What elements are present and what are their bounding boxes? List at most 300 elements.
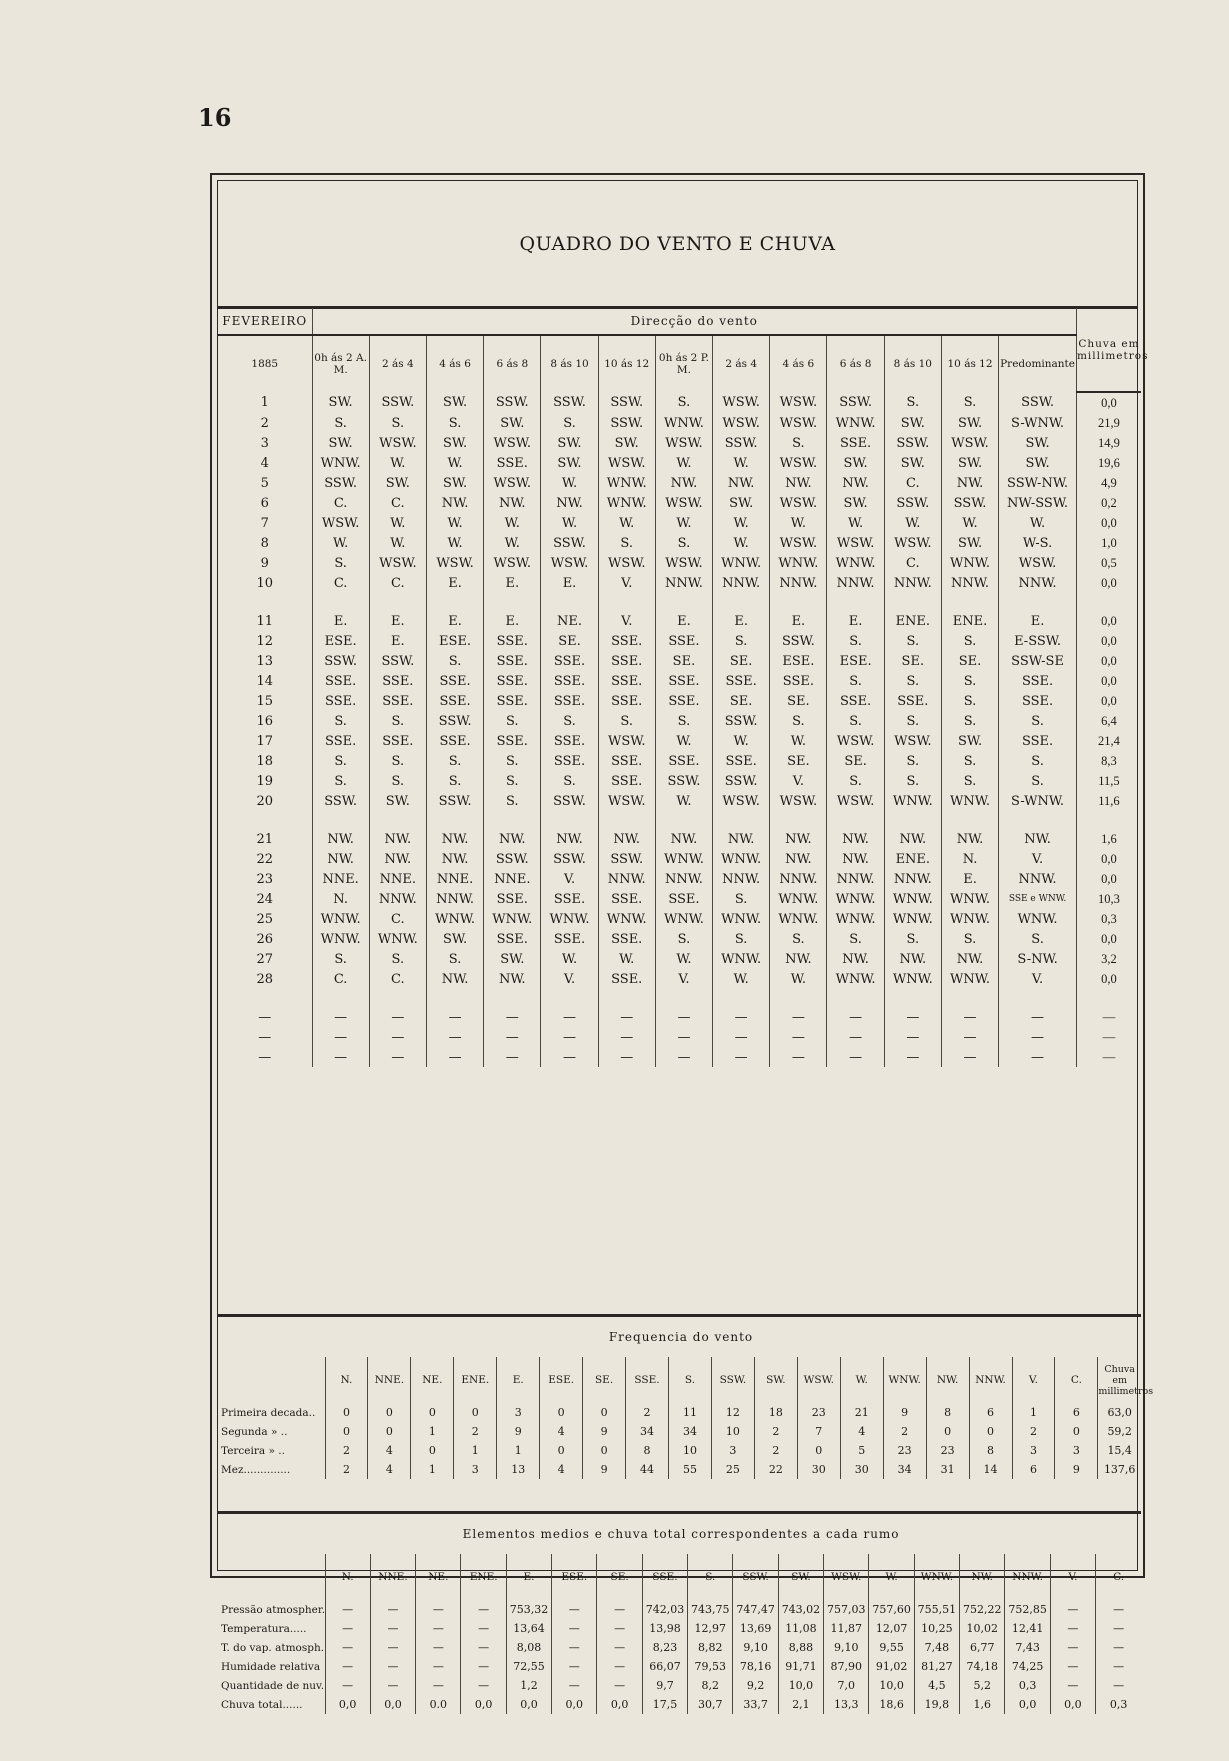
- direction-cell: WSW.: [770, 392, 827, 413]
- direction-cell: WSW.: [598, 453, 655, 473]
- frequency-rain-header: Chuva em millimetros: [1098, 1357, 1141, 1403]
- elements-value-cell: —: [416, 1619, 461, 1638]
- predominant-cell: —: [999, 1047, 1077, 1067]
- direction-cell: SSW.: [770, 631, 827, 651]
- frequency-col-header: SE.: [583, 1357, 626, 1403]
- direction-cell: —: [770, 1047, 827, 1067]
- direction-cell: W.: [655, 949, 712, 969]
- direction-cell: NNW.: [713, 573, 770, 593]
- direction-cell: WSW.: [598, 791, 655, 811]
- frequency-value-cell: 23: [926, 1441, 969, 1460]
- rain-cell: 0,0: [1076, 869, 1141, 889]
- elements-value-cell: 8,82: [688, 1638, 733, 1657]
- elements-value-cell: —: [552, 1638, 597, 1657]
- rain-cell: 0,3: [1076, 909, 1141, 929]
- direction-cell: WSW.: [598, 553, 655, 573]
- direction-cell: E.: [312, 611, 369, 631]
- direction-cell: WNW.: [941, 969, 998, 989]
- direction-cell: WNW.: [941, 909, 998, 929]
- direction-cell: S.: [770, 433, 827, 453]
- frequency-value-cell: 0: [969, 1422, 1012, 1441]
- direction-cell: —: [484, 1027, 541, 1047]
- gap-cell: [884, 811, 941, 829]
- direction-cell: WNW.: [713, 553, 770, 573]
- direction-cell: V.: [598, 573, 655, 593]
- frequency-col-header: NNW.: [969, 1357, 1012, 1403]
- table-row: [218, 849, 1141, 869]
- direction-cell: —: [312, 1047, 369, 1067]
- frequency-value-cell: 0: [797, 1441, 840, 1460]
- elements-table: [218, 1511, 1141, 1714]
- elements-value-cell: —: [1050, 1619, 1095, 1638]
- rain-cell: 4,9: [1076, 473, 1141, 493]
- direction-cell: S.: [541, 413, 598, 433]
- direction-cell: WNW.: [827, 909, 884, 929]
- direction-cell: SSE.: [369, 691, 426, 711]
- elements-value-cell: 11,87: [824, 1619, 869, 1638]
- elements-value-cell: 8,2: [688, 1676, 733, 1695]
- direction-cell: WNW.: [941, 553, 998, 573]
- direction-cell: NNE.: [426, 869, 483, 889]
- direction-cell: SSE.: [369, 731, 426, 751]
- direction-cell: S.: [312, 711, 369, 731]
- direction-cell: NW.: [312, 849, 369, 869]
- predominant-cell: —: [999, 1007, 1077, 1027]
- direction-cell: SSW.: [426, 791, 483, 811]
- elements-value-cell: 12,41: [1005, 1619, 1050, 1638]
- frequency-value-cell: 0: [583, 1403, 626, 1422]
- predominant-cell: W-S.: [999, 533, 1077, 553]
- direction-cell: NW.: [655, 829, 712, 849]
- direction-cell: SW.: [484, 949, 541, 969]
- table-row: [218, 1007, 1141, 1027]
- direction-cell: SSE.: [655, 631, 712, 651]
- direction-cell: WSW.: [770, 413, 827, 433]
- predominant-cell: WSW.: [999, 553, 1077, 573]
- direction-cell: WSW.: [884, 731, 941, 751]
- direction-cell: S.: [827, 771, 884, 791]
- direction-cell: —: [598, 1007, 655, 1027]
- direction-cell: NW.: [541, 829, 598, 849]
- elements-col-header: NW.: [960, 1554, 1005, 1600]
- elements-value-cell: 10,25: [914, 1619, 959, 1638]
- frequency-value-cell: 0: [454, 1403, 497, 1422]
- direction-cell: NW.: [484, 493, 541, 513]
- elements-col-header: C.: [1096, 1554, 1142, 1600]
- frequency-corner: [218, 1357, 325, 1403]
- direction-cell: SSE.: [426, 671, 483, 691]
- elements-value-cell: —: [461, 1657, 506, 1676]
- elements-col-header: NNE.: [370, 1554, 415, 1600]
- day-cell: 9: [260, 555, 269, 571]
- predominant-cell: WNW.: [999, 909, 1077, 929]
- elements-header-row: [218, 1554, 1141, 1600]
- direction-cell: WSW.: [827, 533, 884, 553]
- direction-cell: SW.: [884, 413, 941, 433]
- frequency-value-cell: 9: [1055, 1460, 1098, 1479]
- gap-cell: [369, 989, 426, 1007]
- elements-value-cell: 0,0: [1050, 1695, 1095, 1714]
- direction-cell: WNW.: [541, 909, 598, 929]
- direction-cell: V.: [655, 969, 712, 989]
- day-cell: 2: [260, 415, 269, 431]
- direction-cell: NNE.: [484, 869, 541, 889]
- direction-cell: —: [941, 1007, 998, 1027]
- elements-value-cell: 13,3: [824, 1695, 869, 1714]
- rain-cell: 0,0: [1076, 651, 1141, 671]
- frequency-value-cell: 0: [926, 1422, 969, 1441]
- elements-col-header: E.: [506, 1554, 551, 1600]
- direction-cell: WSW.: [770, 533, 827, 553]
- direction-cell: S.: [884, 631, 941, 651]
- table-row: [218, 493, 1141, 513]
- direction-col-header: 4 ás 6: [426, 335, 483, 392]
- elements-value-cell: —: [1096, 1638, 1142, 1657]
- direction-cell: W.: [827, 513, 884, 533]
- direction-cell: W.: [369, 533, 426, 553]
- frequency-col-header: S.: [669, 1357, 712, 1403]
- direction-cell: NW.: [655, 473, 712, 493]
- elements-value-cell: —: [416, 1657, 461, 1676]
- gap-cell: [941, 989, 998, 1007]
- gap-cell: [713, 989, 770, 1007]
- frequency-value-cell: 0: [411, 1441, 454, 1460]
- elements-value-cell: 12,97: [688, 1619, 733, 1638]
- frequency-header-row: [218, 1357, 1141, 1403]
- day-cell: 1: [260, 395, 269, 410]
- frequency-value-cell: 18: [754, 1403, 797, 1422]
- direction-cell: S.: [827, 711, 884, 731]
- elements-value-cell: —: [1050, 1657, 1095, 1676]
- elements-value-cell: 8,08: [506, 1638, 551, 1657]
- table-row: [218, 392, 1141, 413]
- frequency-value-cell: 0: [368, 1403, 411, 1422]
- direction-cell: WNW.: [713, 849, 770, 869]
- direction-cell: W.: [713, 969, 770, 989]
- direction-cell: S.: [941, 691, 998, 711]
- gap-cell: [655, 989, 712, 1007]
- frequency-col-header: SW.: [754, 1357, 797, 1403]
- direction-cell: NW.: [770, 849, 827, 869]
- direction-cell: —: [884, 1047, 941, 1067]
- elements-caption-row: [218, 1513, 1141, 1555]
- direction-cell: —: [713, 1007, 770, 1027]
- direction-cell: SSE.: [426, 691, 483, 711]
- frequency-value-cell: 59,2: [1098, 1422, 1141, 1441]
- direction-cell: S.: [941, 711, 998, 731]
- elements-value-cell: 10,0: [869, 1676, 914, 1695]
- elements-value-cell: 1,6: [960, 1695, 1005, 1714]
- frequency-value-cell: 44: [626, 1460, 669, 1479]
- direction-cell: —: [426, 1007, 483, 1027]
- elements-value-cell: —: [552, 1676, 597, 1695]
- group-gap: [218, 593, 1141, 611]
- day-cell: —: [258, 1049, 272, 1065]
- direction-cell: —: [655, 1027, 712, 1047]
- direction-cell: WNW.: [884, 889, 941, 909]
- direction-cell: SSE.: [598, 929, 655, 949]
- direction-cell: N.: [312, 889, 369, 909]
- elements-value-cell: 33,7: [733, 1695, 778, 1714]
- direction-cell: C.: [312, 573, 369, 593]
- predominant-cell: SSE e WNW.: [999, 889, 1077, 909]
- elements-value-cell: —: [325, 1638, 370, 1657]
- direction-cell: NW.: [598, 829, 655, 849]
- day-cell: 10: [256, 575, 274, 591]
- direction-cell: SSE.: [484, 731, 541, 751]
- gap-cell: [541, 593, 598, 611]
- frequency-value-cell: 2: [325, 1441, 368, 1460]
- direction-cell: NNW.: [884, 869, 941, 889]
- direction-cell: SSE.: [484, 889, 541, 909]
- frequency-caption-row: [218, 1316, 1141, 1358]
- rain-cell: 21,4: [1076, 731, 1141, 751]
- elements-value-cell: 4,5: [914, 1676, 959, 1695]
- direction-cell: WNW.: [598, 473, 655, 493]
- elements-row-label: T. do vap. atmosph.: [221, 1641, 325, 1654]
- direction-cell: WSW.: [713, 791, 770, 811]
- direction-cell: NW.: [941, 949, 998, 969]
- direction-cell: SSE.: [369, 671, 426, 691]
- direction-col-header: 2 ás 4: [713, 335, 770, 392]
- direction-cell: S.: [941, 751, 998, 771]
- elements-value-cell: —: [416, 1676, 461, 1695]
- table-frame-inner: [217, 180, 1154, 1711]
- elements-value-cell: 0,0: [552, 1695, 597, 1714]
- direction-cell: WSW.: [655, 433, 712, 453]
- direction-cell: SSW.: [541, 791, 598, 811]
- elements-row-label: Temperatura.....: [221, 1622, 307, 1635]
- direction-cell: WSW.: [484, 433, 541, 453]
- frequency-value-cell: 6: [1055, 1403, 1098, 1422]
- rain-cell: 19,6: [1076, 453, 1141, 473]
- frequency-row-label: Terceira » ..: [221, 1444, 285, 1457]
- rain-cell: 21,9: [1076, 413, 1141, 433]
- gap-cell: [312, 811, 369, 829]
- direction-cell: WSW.: [312, 513, 369, 533]
- table-row: [218, 1695, 1141, 1714]
- day-cell: 17: [256, 733, 274, 749]
- direction-cell: WNW.: [770, 553, 827, 573]
- table-row: [218, 711, 1141, 731]
- direction-cell: NW.: [941, 829, 998, 849]
- frequency-value-cell: 0: [540, 1441, 583, 1460]
- direction-cell: S.: [484, 771, 541, 791]
- elements-value-cell: 5,2: [960, 1676, 1005, 1695]
- direction-cell: NW.: [770, 829, 827, 849]
- direction-cell: V.: [541, 969, 598, 989]
- direction-cell: WNW.: [484, 909, 541, 929]
- day-cell: 5: [260, 475, 269, 491]
- table-row: [218, 1460, 1141, 1479]
- elements-value-cell: 8,88: [778, 1638, 823, 1657]
- direction-cell: —: [941, 1027, 998, 1047]
- direction-cell: WNW.: [655, 413, 712, 433]
- elements-value-cell: 757,03: [824, 1600, 869, 1619]
- direction-cell: SSW.: [312, 651, 369, 671]
- direction-cell: W.: [713, 453, 770, 473]
- elements-value-cell: —: [370, 1600, 415, 1619]
- frequency-col-header: NE.: [411, 1357, 454, 1403]
- table-row: [218, 949, 1141, 969]
- frequency-value-cell: 0: [1055, 1422, 1098, 1441]
- direction-cell: SSE.: [484, 929, 541, 949]
- direction-cell: NW.: [484, 829, 541, 849]
- elements-value-cell: 9,55: [869, 1638, 914, 1657]
- rain-cell: 10,3: [1076, 889, 1141, 909]
- elements-value-cell: —: [370, 1619, 415, 1638]
- predominant-cell: S.: [999, 929, 1077, 949]
- elements-caption: Elementos medios e chuva total correspondentes a cada rumo: [462, 1527, 900, 1541]
- elements-value-cell: —: [325, 1600, 370, 1619]
- direction-table: [218, 308, 1149, 1067]
- direction-cell: NW.: [770, 473, 827, 493]
- direction-cell: WNW.: [598, 909, 655, 929]
- direction-cell: —: [484, 1007, 541, 1027]
- table-row: [218, 1638, 1141, 1657]
- direction-cell: —: [884, 1027, 941, 1047]
- frequency-caption: Frequencia do vento: [608, 1330, 754, 1344]
- direction-cell: WSW.: [369, 553, 426, 573]
- direction-cell: W.: [541, 949, 598, 969]
- table-row: [218, 533, 1141, 553]
- day-cell: 14: [256, 673, 274, 689]
- frequency-value-cell: 34: [626, 1422, 669, 1441]
- direction-cell: NW.: [713, 473, 770, 493]
- direction-cell: W.: [541, 513, 598, 533]
- direction-cell: SSE.: [655, 691, 712, 711]
- frequency-value-cell: 22: [754, 1460, 797, 1479]
- day-cell: 20: [256, 793, 274, 809]
- direction-cell: W.: [655, 731, 712, 751]
- direction-cell: —: [713, 1027, 770, 1047]
- direction-cell: —: [827, 1007, 884, 1027]
- direction-cell: —: [827, 1047, 884, 1067]
- frequency-col-header: ESE.: [540, 1357, 583, 1403]
- page-title: QUADRO DO VENTO E CHUVA: [519, 233, 836, 255]
- direction-cell: NNW.: [941, 573, 998, 593]
- direction-cell: WSW.: [770, 493, 827, 513]
- direction-cell: W.: [884, 513, 941, 533]
- gap-cell: [541, 989, 598, 1007]
- direction-cell: S.: [884, 751, 941, 771]
- predominant-cell: S.: [999, 711, 1077, 731]
- predominant-cell: SSW.: [999, 392, 1077, 413]
- frequency-value-cell: 137,6: [1098, 1460, 1141, 1479]
- direction-cell: —: [541, 1027, 598, 1047]
- elements-value-cell: —: [1096, 1676, 1142, 1695]
- elements-value-cell: 0.0: [416, 1695, 461, 1714]
- gap-cell: [884, 593, 941, 611]
- direction-cell: SW.: [941, 731, 998, 751]
- table-row: [218, 731, 1141, 751]
- frequency-value-cell: 2: [325, 1460, 368, 1479]
- elements-value-cell: 91,71: [778, 1657, 823, 1676]
- frequency-value-cell: 9: [883, 1403, 926, 1422]
- elements-value-cell: —: [416, 1638, 461, 1657]
- direction-cell: SE.: [655, 651, 712, 671]
- direction-cell: ESE.: [312, 631, 369, 651]
- frequency-col-header: NNE.: [368, 1357, 411, 1403]
- direction-col-header: 8 ás 10: [541, 335, 598, 392]
- elements-value-cell: 0,0: [461, 1695, 506, 1714]
- direction-cell: SSE.: [541, 929, 598, 949]
- elements-value-cell: 66,07: [642, 1657, 687, 1676]
- direction-cell: S.: [827, 631, 884, 651]
- table-row: [218, 969, 1141, 989]
- elements-value-cell: —: [461, 1638, 506, 1657]
- direction-cell: SSW.: [941, 493, 998, 513]
- direction-cell: WSW.: [884, 533, 941, 553]
- frequency-value-cell: 7: [797, 1422, 840, 1441]
- gap-cell: [484, 811, 541, 829]
- direction-cell: —: [541, 1047, 598, 1067]
- direction-col-header: 2 ás 4: [369, 335, 426, 392]
- table-row: [218, 1676, 1141, 1695]
- direction-cell: SW.: [941, 413, 998, 433]
- direction-cell: —: [369, 1047, 426, 1067]
- direction-col-header: 6 ás 8: [827, 335, 884, 392]
- direction-cell: —: [426, 1047, 483, 1067]
- direction-cell: WNW.: [827, 889, 884, 909]
- elements-value-cell: —: [1096, 1619, 1142, 1638]
- rain-cell: 6,4: [1076, 711, 1141, 731]
- predominant-cell: S-WNW.: [999, 413, 1077, 433]
- direction-cell: WNW.: [713, 949, 770, 969]
- rain-cell: 0,0: [1076, 969, 1141, 989]
- direction-cell: SSW.: [369, 651, 426, 671]
- direction-cell: WNW.: [941, 889, 998, 909]
- gap-cell: [426, 811, 483, 829]
- direction-cell: WNW.: [713, 909, 770, 929]
- rain-cell: 0,0: [1076, 631, 1141, 651]
- direction-col-header: 8 ás 10: [884, 335, 941, 392]
- day-cell: 12: [256, 633, 274, 649]
- frequency-col-header: V.: [1012, 1357, 1055, 1403]
- elements-value-cell: 79,53: [688, 1657, 733, 1676]
- direction-cell: S.: [541, 771, 598, 791]
- direction-cell: S.: [369, 949, 426, 969]
- elements-value-cell: —: [461, 1619, 506, 1638]
- direction-cell: WNW.: [941, 791, 998, 811]
- direction-cell: SSE.: [598, 771, 655, 791]
- frequency-value-cell: 30: [797, 1460, 840, 1479]
- direction-cell: C.: [369, 493, 426, 513]
- elements-value-cell: 6,77: [960, 1638, 1005, 1657]
- elements-value-cell: —: [552, 1619, 597, 1638]
- direction-cell: SW.: [941, 453, 998, 473]
- frequency-value-cell: 55: [669, 1460, 712, 1479]
- direction-cell: WNW.: [598, 493, 655, 513]
- frequency-value-cell: 13: [497, 1460, 540, 1479]
- direction-cell: SSE.: [884, 691, 941, 711]
- elements-value-cell: 11,08: [778, 1619, 823, 1638]
- direction-cell: SSE.: [484, 671, 541, 691]
- direction-cell: WNW.: [827, 553, 884, 573]
- direction-cell: SSE.: [484, 631, 541, 651]
- direction-cell: SSE.: [541, 751, 598, 771]
- predominant-cell: —: [999, 1027, 1077, 1047]
- frequency-value-cell: 2: [1012, 1422, 1055, 1441]
- elements-value-cell: 9,7: [642, 1676, 687, 1695]
- gap-cell: [484, 989, 541, 1007]
- rain-cell: —: [1076, 1007, 1141, 1027]
- frequency-col-header: WNW.: [883, 1357, 926, 1403]
- rain-cell: 11,5: [1076, 771, 1141, 791]
- table-row: [218, 1403, 1141, 1422]
- direction-cell: S.: [655, 929, 712, 949]
- elements-value-cell: 742,03: [642, 1600, 687, 1619]
